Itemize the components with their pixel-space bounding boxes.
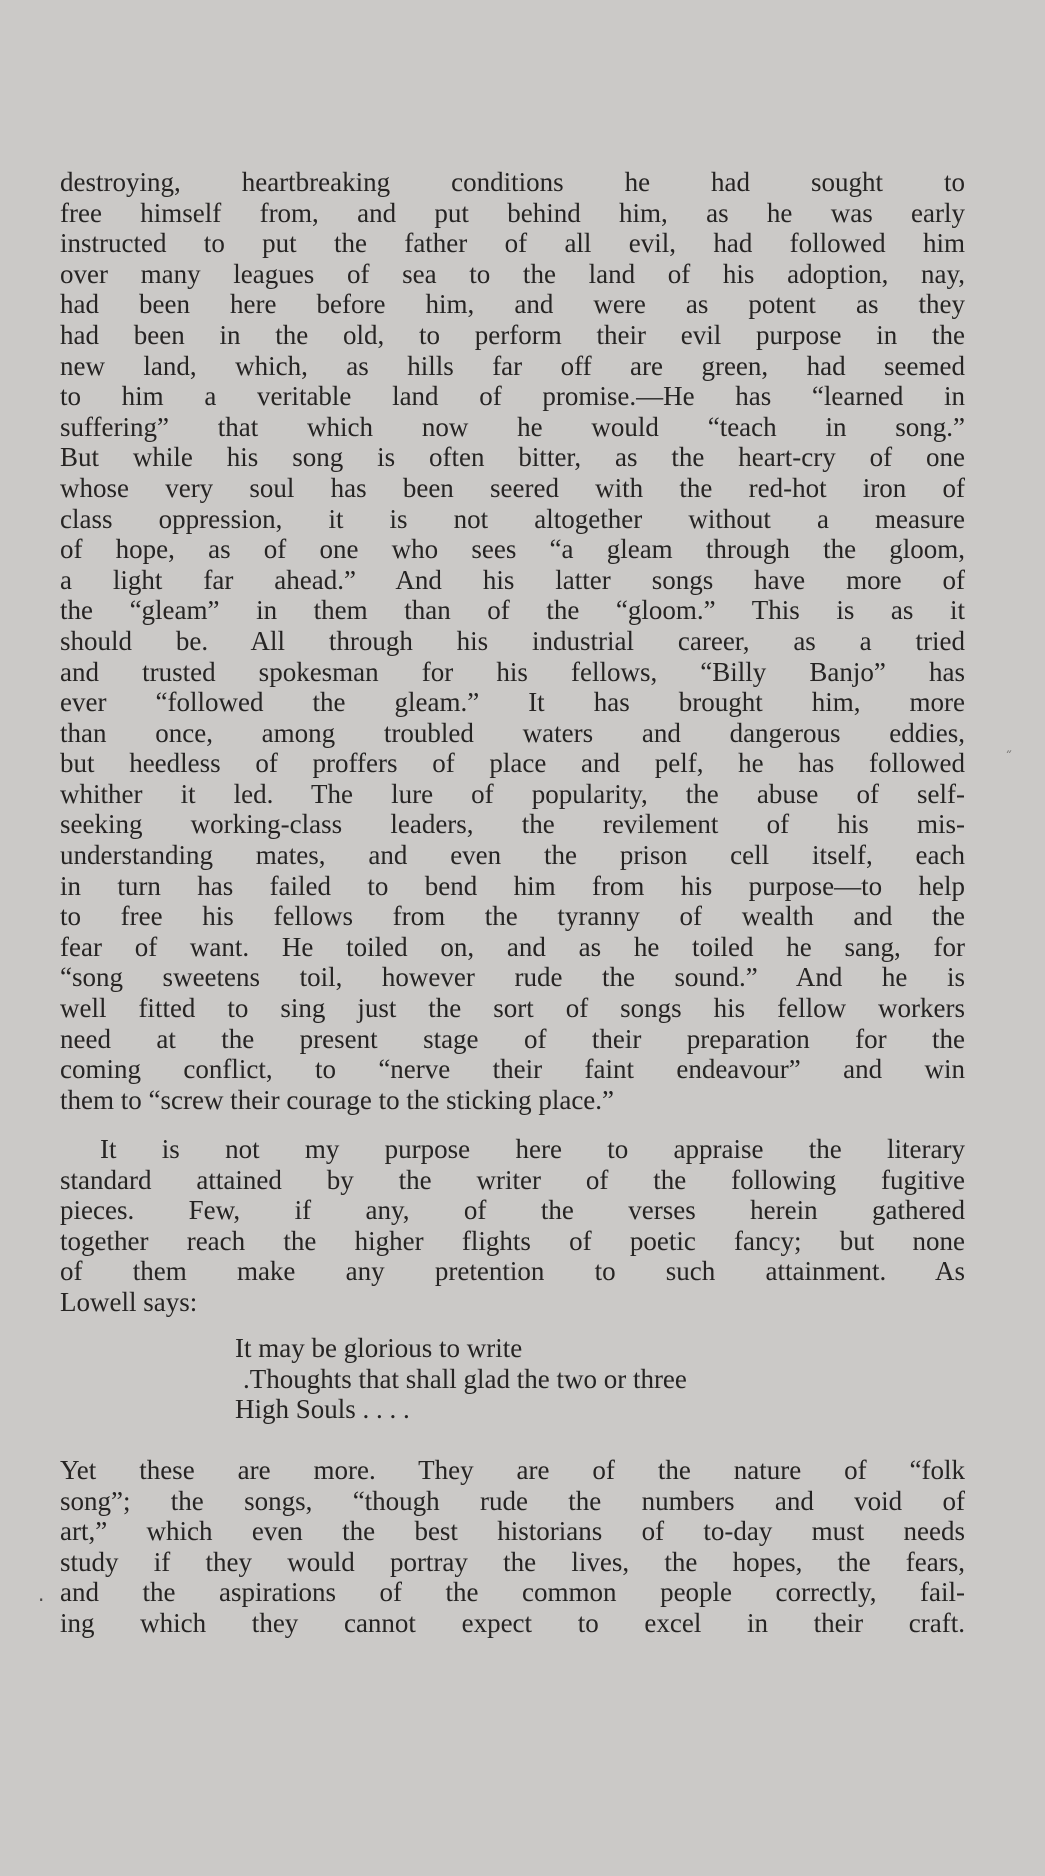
text-line: had been in the old, to perform their evil purpose in the [60,319,965,350]
text-line: new land, which, as hills far off are green, had seemed [60,350,965,381]
text-line: Yet these are more. They are of the nature of “folk [60,1455,965,1485]
text-line: and trusted spokesman for his fellows, “Billy Banjo” has [60,656,965,687]
text-line: of them make any pretention to such attainment. As [60,1256,965,1287]
text-line: the “gleam” in them than of the “gloom.” This is as it [60,595,965,626]
text-line: to him a veritable land of promise.—He has “learned in [60,381,965,412]
text-line: coming conflict, to “nerve their faint endeavour” and win [60,1054,965,1085]
text-line: pieces. Few, if any, of the verses herein gathered [60,1195,965,1226]
text-line: together reach the higher flights of poetic fancy; but none [60,1225,965,1256]
text-line: instructed to put the father of all evil, had followed him [60,228,965,259]
text-line: understanding mates, and even the prison cell itself, each [60,840,965,871]
text-line: ing which they cannot expect to excel in their craft. [60,1607,965,1638]
text-line: but heedless of proffers of place and pelf, he has followed [60,748,965,779]
text-line: to free his fellows from the tyranny of wealth and the [60,901,965,932]
text-line: Lowell says: [60,1286,198,1317]
paragraph-3 [60,1455,965,1639]
text-line: song”; the songs, “though rude the numbers and void of [60,1485,965,1516]
text-line: study if they would portray the lives, the hopes, the fears, [60,1546,965,1577]
text-line: in turn has failed to bend him from his purpose—to help [60,870,965,901]
text-line: whither it led. The lure of popularity, the abuse of self- [60,778,965,809]
text-line: should be. All through his industrial career, as a tried [60,625,965,656]
text-line: seeking working-class leaders, the revilement of his mis- [60,809,965,840]
text-line: “song sweetens toil, however rude the sound.” And he is [60,962,965,993]
text-line: of hope, as of one who sees “a gleam through the gloom, [60,534,965,565]
text-line: a light far ahead.” And his latter songs have more of [60,564,965,595]
margin-mark: · [38,1588,45,1612]
margin-mark: ˝ [1005,750,1012,766]
text-line: destroying, heartbreaking conditions he had sought to [60,167,965,197]
text-line: It is not my purpose here to appraise the literary [100,1134,965,1164]
quote-line: .Thoughts that shall glad the two or three [243,1363,687,1394]
text-line: fear of want. He toiled on, and as he toiled he sang, for [60,931,965,962]
text-line: them to “screw their courage to the sticking place.” [60,1084,615,1115]
text-line: standard attained by the writer of the following fugitive [60,1164,965,1195]
text-line: suffering” that which now he would “teach in song.” [60,411,965,442]
text-line: class oppression, it is not altogether without a measure [60,503,965,534]
block-quote [235,1333,975,1425]
text-line: and the aspirations of the common people correctly, fail- [60,1577,965,1608]
paragraph-1 [60,167,965,1115]
text-line: whose very soul has been seered with the red-hot iron of [60,472,965,503]
text-line: over many leagues of sea to the land of his adoption, nay, [60,258,965,289]
text-line: ever “followed the gleam.” It has brought him, more [60,687,965,718]
text-line: had been here before him, and were as potent as they [60,289,965,320]
quote-line: High Souls . . . . [235,1394,410,1425]
text-line: free himself from, and put behind him, as he was early [60,197,965,228]
text-line: well fitted to sing just the sort of songs his fellow workers [60,993,965,1024]
text-line: But while his song is often bitter, as the heart-cry of one [60,442,965,473]
paragraph-2 [60,1134,965,1318]
text-line: than once, among troubled waters and dangerous eddies, [60,717,965,748]
text-line: need at the present stage of their preparation for the [60,1023,965,1054]
quote-line: It may be glorious to write [235,1333,523,1363]
text-line: art,” which even the best historians of to-day must needs [60,1516,965,1547]
